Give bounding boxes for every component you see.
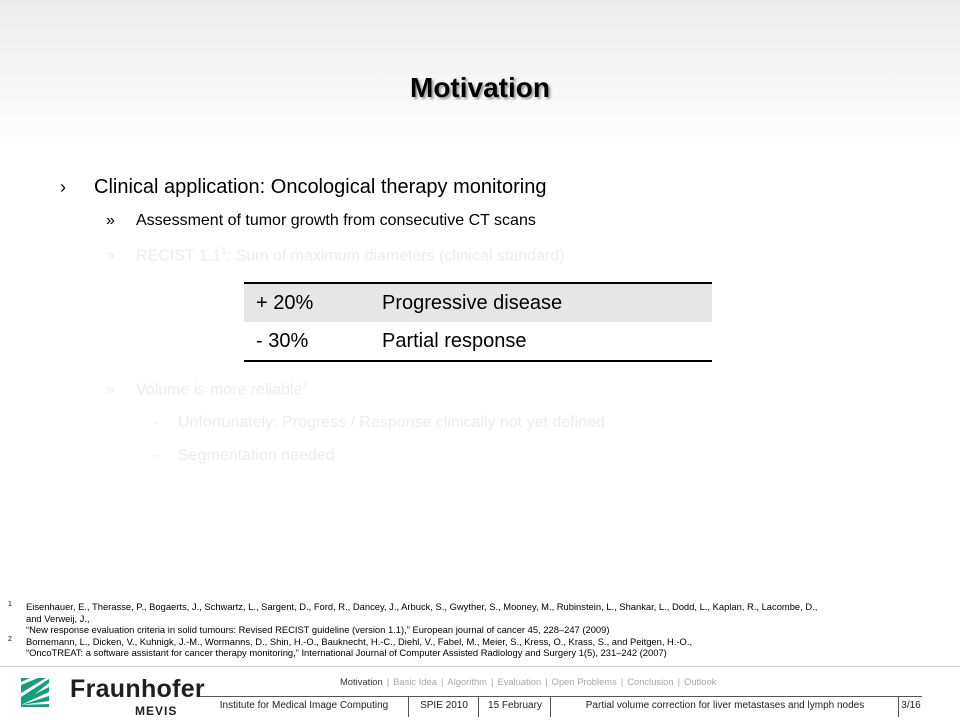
references: [8, 601, 948, 659]
table-cell-meaning: Progressive disease: [382, 291, 563, 314]
table-row: [244, 322, 712, 361]
bullet-progress-undefined: - Unfortunately: Progress / Response clinically not yet defined: [154, 414, 605, 431]
footer-talk-title: Partial volume correction for liver metastases and lymph nodes: [550, 697, 899, 717]
nav-item-motivation[interactable]: Motivation: [340, 676, 383, 687]
footer-date: 15 February: [478, 697, 551, 717]
nav-item-outlook[interactable]: Outlook: [684, 676, 717, 687]
nav-item-conclusion[interactable]: Conclusion: [627, 676, 674, 687]
footer-page-number: 3/16: [898, 697, 923, 717]
footer-bar: [200, 696, 922, 717]
bullet-volume: » Volume is more reliable$^2$: [106, 380, 308, 399]
fraunhofer-logo-icon: [18, 675, 52, 709]
slide-title: Motivation: [410, 72, 550, 103]
recist-table: [244, 282, 712, 362]
section-navigation: Motivation | Basic Idea | Algorithm | Evaluation | Open Problems | Conclusion | Outlook: [340, 676, 717, 687]
footer-institute: Institute for Medical Image Computing: [219, 700, 389, 711]
logo-wordmark: Fraunhofer: [70, 675, 205, 703]
table-cell-change: - 30%: [256, 329, 309, 352]
reference-2: 2 Bornemann, L., Dicken, V., Kuhnigk, J.-M., Wormanns, D., Shin, H.-O., Bauknecht, H.-C., Diehl, V., Fabel, M., Meier, S., Kress, O., Krass, S., and Peitgen, H.-O., “OncoTREAT: a software assistant for cancer therapy monitoring,” International Journal of Computer Assisted Radiology and Surgery 1(5), 231–242 (2007): [8, 635, 693, 659]
nav-item-open-problems[interactable]: Open Problems: [551, 676, 617, 687]
footer-divider: [0, 666, 960, 667]
footer-conference: SPIE 2010: [408, 697, 479, 717]
reference-1: 1 Eisenhauer, E., Therasse, P., Bogaerts, J., Schwartz, L., Sargent, D., Ford, R., Dancey, J., Arbuck, S., Gwyther, S., Mooney, M., Rubinstein, L., Shankar, L., Dodd, L., Kaplan, R., Lacombe, D., and Verweij, J., “New response evaluation criteria in solid tumours: Revised RECIST guideline (version 1.1),” European journal of cancer 45, 228–247 (2009): [8, 601, 818, 636]
table-cell-meaning: Partial response: [382, 329, 527, 352]
bullet-segmentation: - Segmentation needed: [154, 447, 335, 464]
bullet-tumor-growth: » Assessment of tumor growth from consecutive CT scans: [106, 212, 536, 229]
fraunhofer-logo: [18, 669, 205, 719]
bullet-recist: » RECIST $1.1^1$: Sum of maximum diameters (clinical standard): [106, 246, 565, 265]
nav-item-evaluation[interactable]: Evaluation: [497, 676, 542, 687]
logo-subtitle: MEVIS: [135, 704, 178, 718]
bullet-clinical-application: › Clinical application: Oncological therapy monitoring: [60, 176, 547, 198]
nav-item-algorithm[interactable]: Algorithm: [447, 676, 487, 687]
table-row: [244, 283, 712, 322]
table-cell-change: + 20%: [256, 291, 314, 314]
nav-item-basic-idea[interactable]: Basic Idea: [393, 676, 437, 687]
